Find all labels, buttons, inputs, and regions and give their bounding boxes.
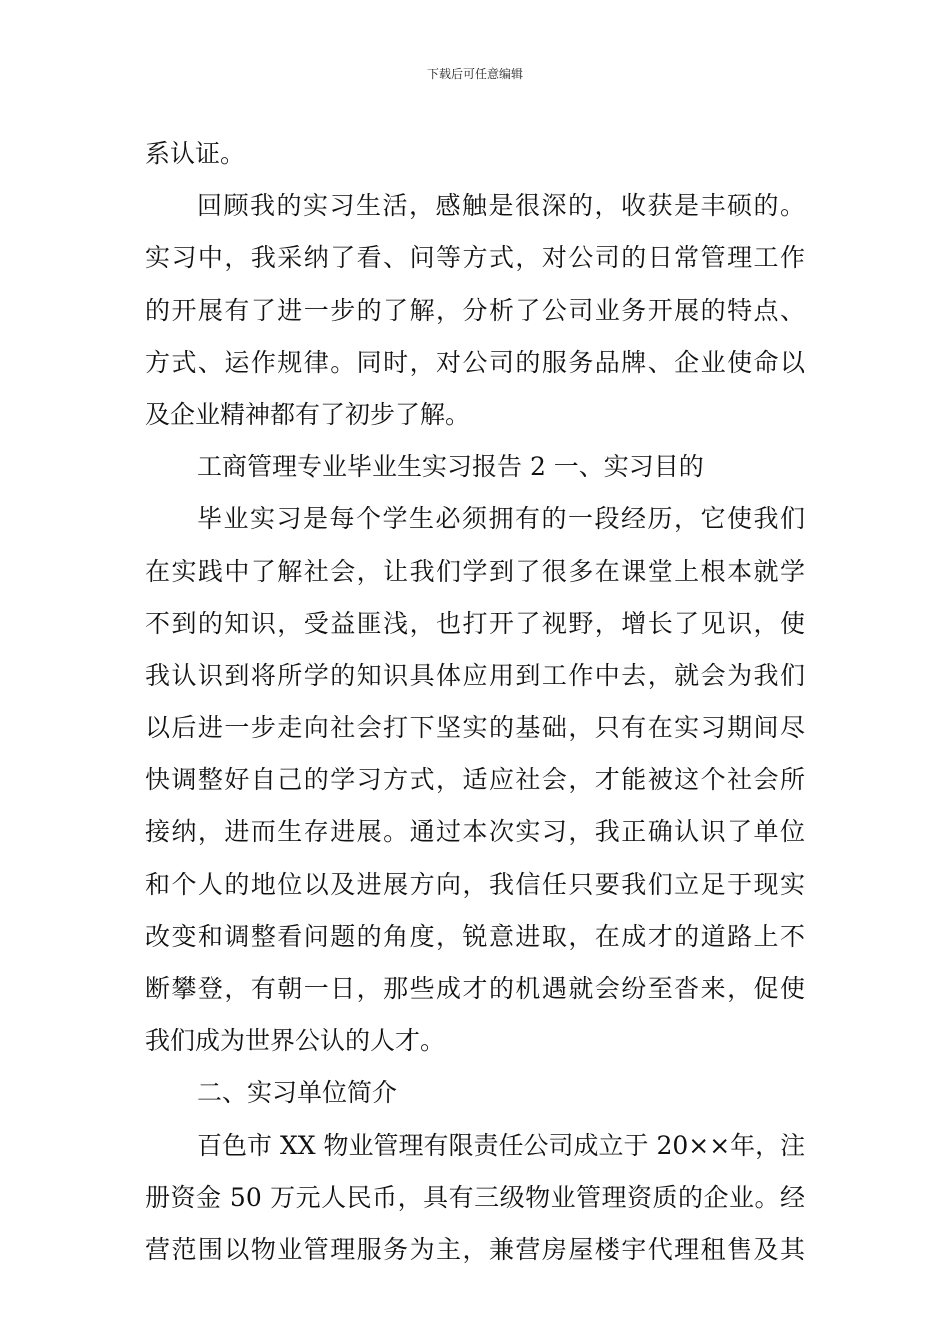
text-line: 及企业精神都有了初步了解。 (145, 399, 471, 429)
text-line: 在实践中了解社会，让我们学到了很多在课堂上根本就学 (145, 556, 805, 586)
text-line: 不到的知识，受益匪浅，也打开了视野，增长了见识，使 (145, 608, 805, 638)
text-line: 百色市 XX 物业管理有限责任公司成立于 20××年，注 (197, 1130, 805, 1160)
text-line: 以后进一步走向社会打下坚实的基础，只有在实习期间尽 (145, 713, 805, 743)
text-line: 实习中，我采纳了看、问等方式，对公司的日常管理工作 (145, 243, 805, 273)
page-header: 下载后可任意编辑 (426, 67, 523, 81)
text-line: 断攀登，有朝一日，那些成才的机遇就会纷至沓来，促使 (145, 974, 805, 1003)
text-line: 系认证。 (145, 139, 246, 168)
text-line: 工商管理专业毕业生实习报告 2 一、实习目的 (197, 452, 704, 482)
text-line: 接纳，进而生存进展。通过本次实习，我正确认识了单位 (145, 817, 805, 847)
text-line: 的开展有了进一步的了解，分析了公司业务开展的特点、 (145, 295, 805, 325)
text-line: 改变和调整看问题的角度，锐意进取，在成才的道路上不 (145, 921, 805, 951)
text-line: 我们成为世界公认的人才。 (145, 1026, 446, 1056)
text-line: 回顾我的实习生活，感触是很深的，收获是丰硕的。 (197, 191, 805, 221)
text-line: 我认识到将所学的知识具体应用到工作中去，就会为我们 (145, 660, 805, 690)
text-line: 快调整好自己的学习方式，适应社会，才能被这个社会所 (145, 765, 805, 795)
text-line: 二、实习单位简介 (197, 1078, 398, 1108)
text-line: 册资金 50 万元人民币，具有三级物业管理资质的企业。经 (145, 1182, 805, 1212)
document-body (145, 128, 805, 1276)
text-line: 毕业实习是每个学生必须拥有的一段经历，它使我们 (197, 504, 805, 534)
text-line: 营范围以物业管理服务为主，兼营房屋楼宇代理租售及其 (145, 1234, 805, 1264)
text-line: 方式、运作规律。同时，对公司的服务品牌、企业使命以 (145, 347, 805, 377)
text-line: 和个人的地位以及进展方向，我信任只要我们立足于现实 (145, 869, 805, 899)
